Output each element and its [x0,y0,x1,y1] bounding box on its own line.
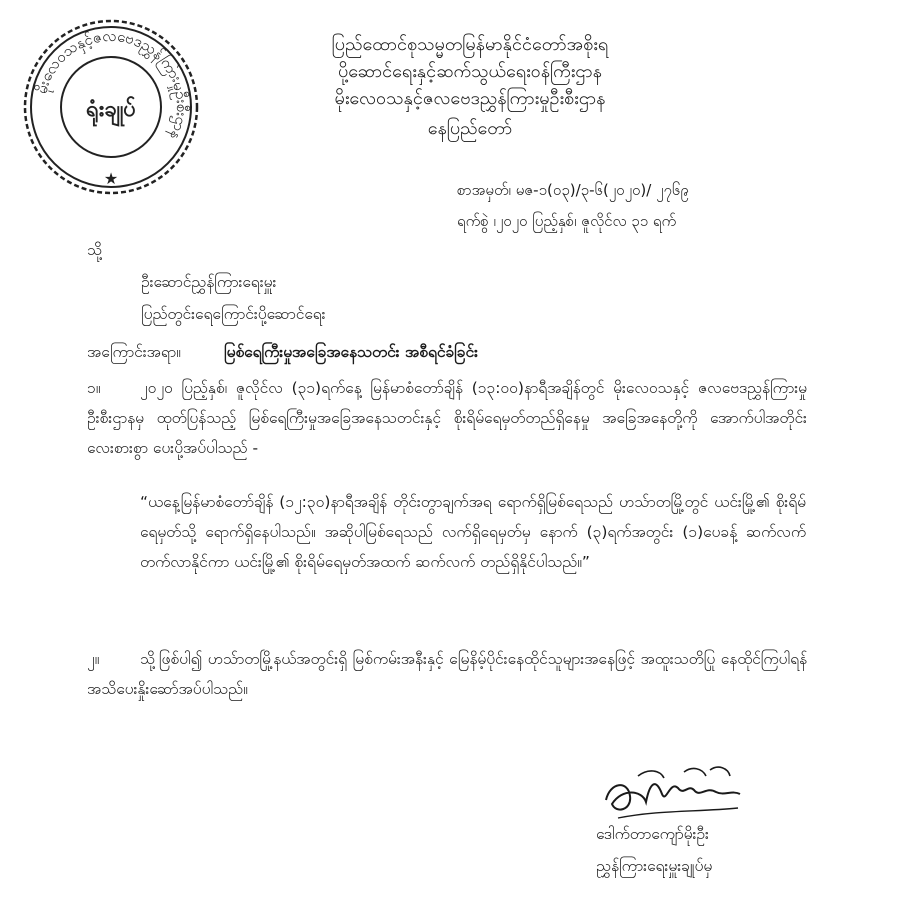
paragraph-1-number: ၁။ [87,379,101,397]
department-seal [22,18,200,196]
header-department: မိုးလေဝသနှင့်ဇလဗေဒညွှန်ကြားမှုဦးစီးဌာန [334,88,606,109]
seal-ring-text: မိုးလေဝသနှင့်ဇလဗေဒညွှန်ကြားမှုဦးစီးဌာန [32,26,192,143]
subject-text: မြစ်ရေကြီးမှုအခြေအနေသတင်း အစီရင်ခံခြင်း [224,343,479,361]
seal-center-text: ရုံးချုပ် [86,97,136,122]
signatory-name: ဒေါက်တာကျော်မိုးဦး [596,825,709,843]
letter-date: ရက်စွဲ ၊၂၀၂၀ ပြည့်နှစ်၊ ဇူလိုင်လ ၃၁ ရက် [457,212,677,230]
header-city: နေပြည်တော် [427,118,513,139]
to-label: သို့ [87,241,102,259]
paragraph-2-number: ၂။ [87,650,100,668]
forecast-quote: “ယနေ့မြန်မာစံတော်ချိန် (၁၂:၃၀)နာရီအချိန် တိုင်းတွာချက်အရ ရောက်ရှိမြစ်ရေသည် ဟသ်ာတမြို့တွင် ယင်းမြို့၏ စိုးရိမ်ရေမှတ်သို့ ရောက်ရှိနေပါသည်။ အဆိုပါမြစ်ရေသည် လက်ရှိရေမှတ်မှ နောက် (၃)ရက်အတွင်း (၁)ပေခန့် ဆက်လက်တက်လာနိုင်ကာ ယင်းမြို့၏ စိုးရိမ်ရေမှတ်အထက် ဆက်လက် တည်ရှိနိုင်ပါသည်။” [140,493,806,571]
recipient-organization: ပြည်တွင်းရေကြောင်းပို့ဆောင်ရေး [141,305,326,323]
paragraph-2: သို့ဖြစ်ပါ၍ ဟသ်ာတမြို့နယ်အတွင်းရှိ မြစ်ကမ်းအနီးနှင့် မြေနိမ့်ပိုင်းနေထိုင်သူများအနေဖြင့် အထူးသတိပြု နေထိုင်ကြပါရန် အသိပေးနှိုးဆော်အပ်ပါသည်။ [87,650,807,698]
handwritten-signature [598,760,748,826]
header-ministry: ပို့ဆောင်ရေးနှင့်ဆက်သွယ်ရေးဝန်ကြီးဌာန [338,61,602,82]
header-government: ပြည်ထောင်စုသမ္မတမြန်မာနိုင်ငံတော်အစိုးရ [331,34,609,55]
signatory-title: ညွှန်ကြားရေးမှူးချုပ်မှ [596,857,713,875]
letter-number: စာအမှတ်၊ မဇ-၁(၀၃)/၃-၆(၂၀၂၀)/ ၂၇၆၉ [457,181,689,199]
seal-star-icon: ★ [103,169,119,188]
subject-label: အကြောင်းအရာ။ [87,343,181,361]
recipient-title: ဦးဆောင်ညွှန်ကြားရေးမှူး [141,273,277,291]
paragraph-1: ၂၀၂၀ ပြည့်နှစ်၊ ဇူလိုင်လ (၃၁)ရက်နေ့ မြန်မာစံတော်ချိန် (၁၃:၀၀)နာရီအချိန်တွင် မိုးလေဝသနှင့် ဇလဗေဒညွှန်ကြားမှုဦးစီးဌာနမှ ထုတ်ပြန်သည့် မြစ်ရေကြီးမှုအခြေအနေသတင်းနှင့် စိုးရိမ်ရေမှတ်တည်ရှိနေမှု အခြေအနေတို့ကို အောက်ပါအတိုင်း လေးစားစွာ ပေးပို့အပ်ပါသည် - [87,379,807,457]
